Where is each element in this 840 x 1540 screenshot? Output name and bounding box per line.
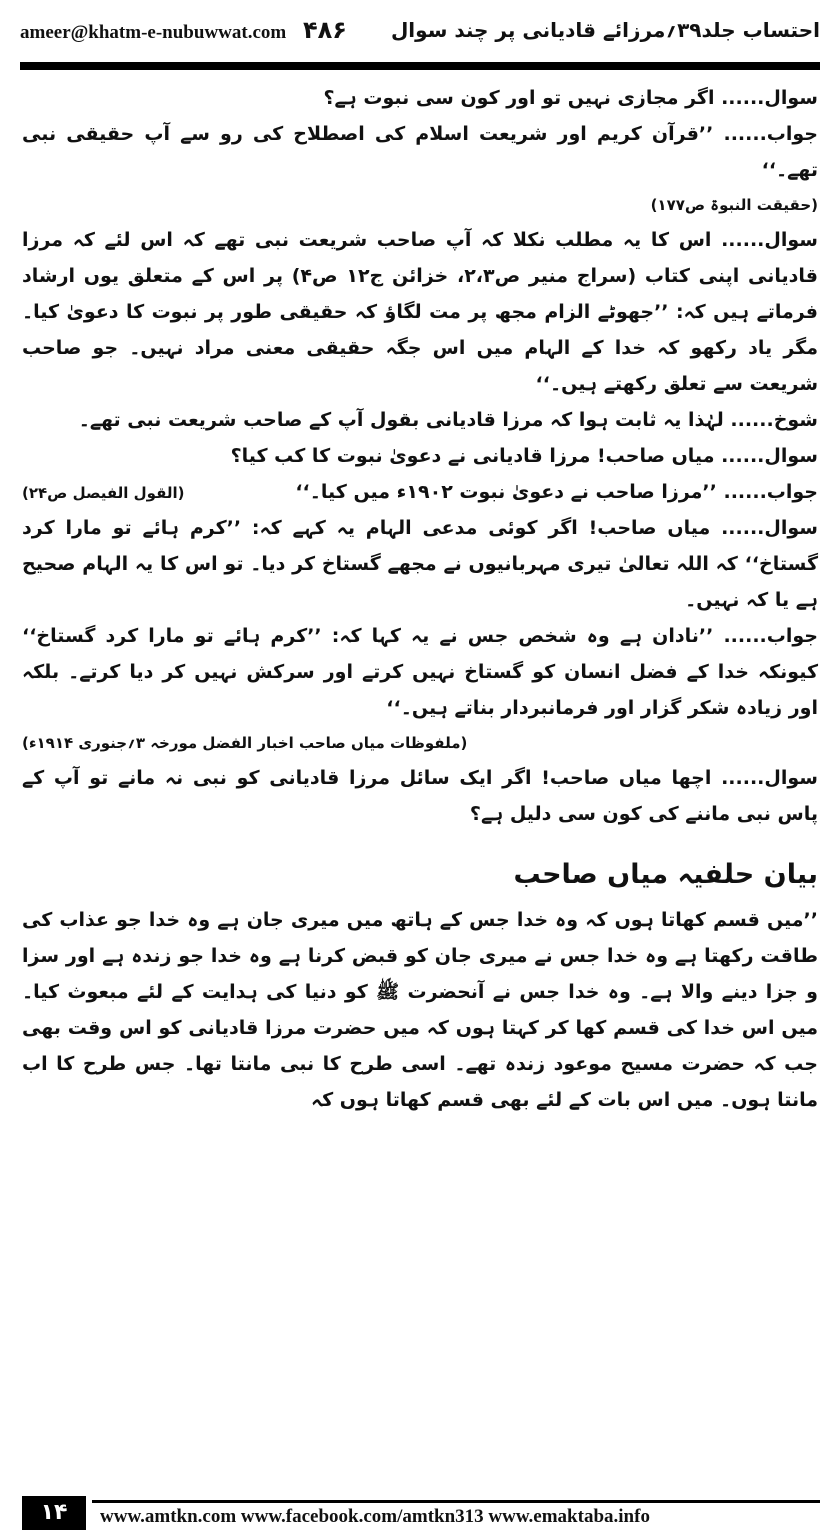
question-label: سوال......: [711, 229, 818, 251]
question-label: سوال......: [714, 445, 818, 467]
oath-paragraph: ’’میں قسم کھاتا ہوں کہ وہ خدا جس کے ہاتھ میں میری جان ہے وہ خدا جو عذاب کی طاقت رکھتا ہے وہ خدا جس نے میری جان کو قبض کرنا ہے وہ خدا جو زندہ ہے اور سزا و جزا دینے والا ہے۔ وہ خدا جس نے آنحضرت ﷺ کو دنیا کی ہدایت کے لئے مبعوث کیا۔ میں اس خدا کی قسم کھا کر کہتا ہوں کہ میں حضرت مرزا قادیانی کو اس وقت بھی جب کہ حضرت مسیح موعود زندہ تھے۔ اسی طرح کا نبی مانتا تھا۔ جس طرح کا اب مانتا ہوں۔ میں اس بات کے لئے بھی قسم کھاتا ہوں کہ: [22, 909, 818, 1111]
question-1: [22, 80, 818, 116]
question-text: اس کا یہ مطلب نکلا کہ آپ صاحب شریعت نبی تھے کہ اس لئے کہ مرزا قادیانی اپنی کتاب (سراج منیر ص۲،۳، خزائن ج۱۲ ص۴) پر اس کے متعلق یوں ارشاد فرماتے ہیں کہ: ’’جھوٹے الزام مجھ پر مت لگاؤ کہ حقیقی طور پر نبوت کا دعویٰ کیا۔ مگر یاد رکھو کہ خدا کے الہام میں اس جگہ حقیقی معنی مراد نہیں۔ جو صاحب شریعت سے تعلق رکھتے ہیں۔‘‘: [22, 229, 818, 395]
question-text: میاں صاحب! اگر کوئی مدعی الہام یہ کہے کہ: ’’کرم ہائے تو مارا کرد گستاخ‘‘ کہ اللہ تعالیٰ تیری مہربانیوں نے مجھے گستاخ کر دیا۔ تو اس کا یہ الہام صحیح ہے یا کہ نہیں۔: [22, 517, 818, 611]
reference-3: (ملفوظات میاں صاحب اخبار الفضل مورخہ ۳؍جنوری ۱۹۱۴ء): [22, 734, 468, 752]
question-label: سوال......: [710, 517, 818, 539]
header-title: احتساب جلد۳۹؍مرزائے قادیانی پر چند سوال: [390, 18, 820, 42]
answer-label: جواب......: [713, 625, 818, 647]
question-2: [22, 222, 818, 402]
answer-4: [22, 618, 818, 726]
answer-label: جواب......: [716, 481, 818, 503]
remark-1: [22, 402, 818, 438]
answer-text: ’’مرزا صاحب نے دعویٰ نبوت ۱۹۰۲ء میں کیا۔‘‘: [295, 481, 717, 503]
header-email[interactable]: ameer@khatm-e-nubuwwat.com: [20, 22, 287, 43]
question-5: [22, 760, 818, 832]
answer-label: جواب......: [713, 123, 818, 145]
question-4: [22, 510, 818, 618]
answer-text: ’’قرآن کریم اور شریعت اسلام کی اصطلاح کی رو سے آپ حقیقی نبی تھے۔‘‘: [22, 123, 818, 181]
question-label: سوال......: [714, 87, 818, 109]
header-page-number: ۴۸۶: [303, 16, 347, 44]
header-rule: [20, 62, 820, 70]
answer-3-row: [22, 474, 818, 510]
reference-2: (القول الفیصل ص۲۴): [22, 484, 185, 502]
reference-1: (حقیقت النبوۃ ص۱۷۷): [650, 196, 818, 214]
remark-text: لہٰذا یہ ثابت ہوا کہ مرزا قادیانی بقول آپ کے صاحب شریعت نبی تھے۔: [78, 409, 724, 431]
question-text: اچھا میاں صاحب! اگر ایک سائل مرزا قادیانی کو نبی نہ مانے تو آپ کے پاس نبی ماننے کی کون سی دلیل ہے؟: [22, 767, 818, 825]
section-heading: بیان حلفیہ میاں صاحب: [513, 859, 818, 890]
question-label: سوال......: [711, 767, 818, 789]
answer-text: ’’نادان ہے وہ شخص جس نے یہ کہا کہ: ’’کرم ہائے تو مارا کرد گستاخ‘‘ کیونکہ خدا کے فضل انسان کو گستاخ نہیں کرتے اور سرکش نہیں کر دیا کرتے۔ بلکہ اور زیادہ شکر گزار اور فرمانبردار بناتے ہیں۔‘‘: [22, 625, 818, 719]
remark-label: شوخ......: [723, 409, 818, 431]
footer-rule: [92, 1500, 820, 1503]
answer-3: [295, 474, 818, 510]
footer-urls[interactable]: www.amtkn.com www.facebook.com/amtkn313 www.emaktaba.info: [100, 1506, 650, 1527]
page-header: [20, 10, 820, 56]
question-text: میاں صاحب! مرزا قادیانی نے دعویٰ نبوت کا کب کیا؟: [230, 445, 715, 467]
question-text: اگر مجازی نہیں تو اور کون سی نبوت ہے؟: [323, 87, 715, 109]
footer-page-number: ۱۴: [22, 1496, 86, 1530]
question-3: [22, 438, 818, 474]
page-content: [22, 80, 818, 1118]
answer-1: [22, 116, 818, 188]
